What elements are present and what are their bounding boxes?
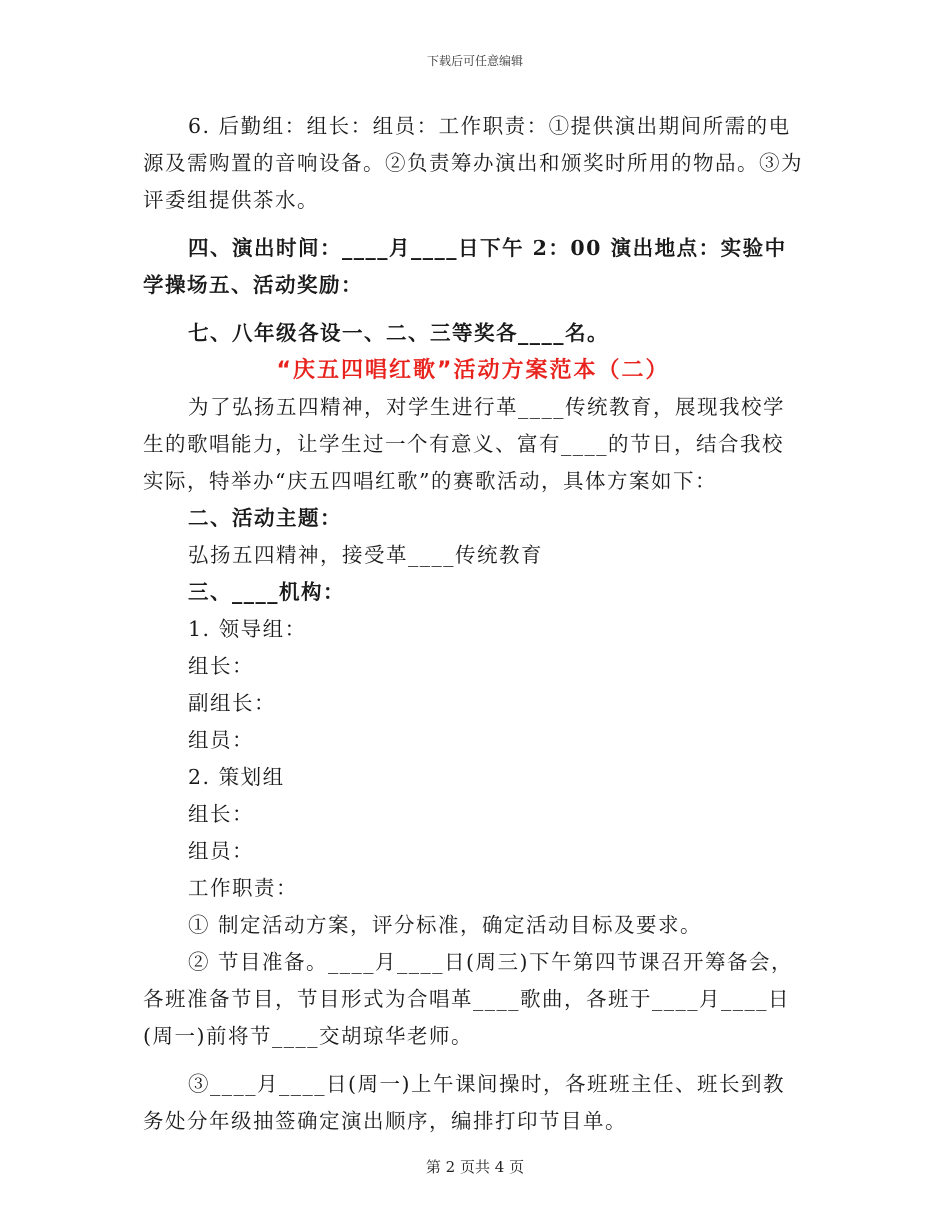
heading-activity-theme: 二、活动主题： (188, 506, 342, 530)
paragraph-awards: 七、八年级各设一、二、三等奖各____名。 (188, 321, 609, 345)
item-deputy-leader: 副组长： (188, 691, 276, 715)
page-footer: 第 2 页共 4 页 (425, 1158, 525, 1176)
item-members: 组员： (188, 728, 254, 752)
duty-three: ③____月____日(周一)上午课间操时，各班班主任、班长到教务处分年级抽签确定演出顺序，编排打印节目单。 (143, 1072, 785, 1133)
item-planning-members: 组员： (188, 839, 254, 863)
heading-organization: 三、____机构： (188, 580, 345, 604)
duty-two: ② 节目准备。____月____日(周三)下午第四节课召开筹备会，各班准备节目，节目形式为合唱革____歌曲，各班于____月____日(周一)前将节____交胡琼华老师。 (143, 950, 794, 1048)
section-title: “庆五四唱红歌”活动方案范本（二） (276, 358, 670, 383)
item-planning-group: 2. 策划组 (188, 765, 285, 789)
paragraph-logistics-group: 6. 后勤组：组长：组员：工作职责：①提供演出期间所需的电源及需购置的音响设备。②负责筹办演出和颁奖时所用的物品。③为评委组提供茶水。 (143, 114, 803, 212)
page-header: 下载后可任意编辑 (426, 54, 523, 68)
paragraph-theme-text: 弘扬五四精神，接受革____传统教育 (188, 543, 543, 567)
paragraph-performance-time: 四、演出时间：____月____日下午 2：00 演出地点：实验中学操场五、活动奖励： (143, 236, 787, 297)
item-leadership-group: 1. 领导组： (188, 617, 307, 641)
document-body (143, 108, 803, 1140)
item-planning-leader: 组长： (188, 802, 254, 826)
paragraph-intro: 为了弘扬五四精神，对学生进行革____传统教育，展现我校学生的歌唱能力，让学生过一个有意义、富有____的节日，结合我校实际，特举办“庆五四唱红歌”的赛歌活动，具体方案如下： (143, 395, 785, 493)
item-duties: 工作职责： (188, 876, 298, 900)
item-group-leader: 组长： (188, 654, 254, 678)
duty-one: ① 制定活动方案，评分标准，确定活动目标及要求。 (188, 913, 703, 937)
